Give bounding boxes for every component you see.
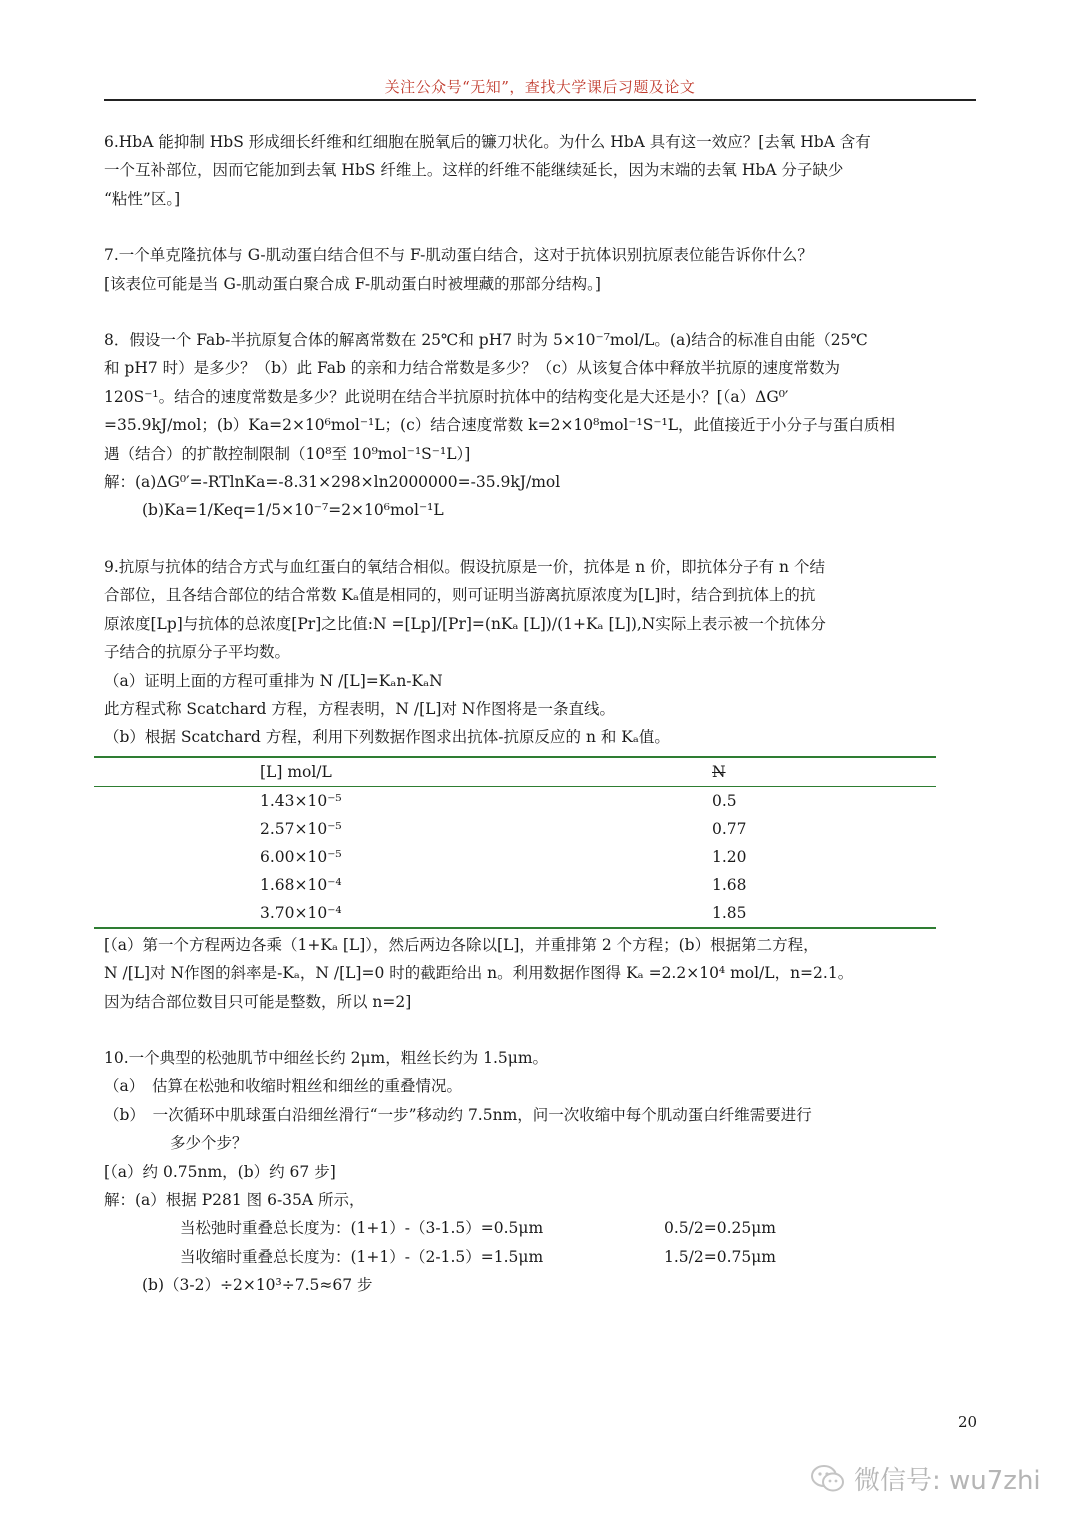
question-6 xyxy=(104,128,976,213)
q10-solution-relaxed xyxy=(104,1214,976,1242)
q9-note: 此方程式称 Scatchard 方程，方程表明，N /[L]对 N作图将是一条直线。 xyxy=(104,699,615,718)
table-cell-N: 0.77 xyxy=(712,819,747,838)
header-rule xyxy=(104,99,976,101)
table-header-row xyxy=(94,757,936,787)
table-cell-L: 6.00×10⁻⁵ xyxy=(260,847,342,866)
question-7 xyxy=(104,241,976,298)
relaxed-half: 0.5/2=0.25μm xyxy=(664,1219,777,1238)
column-header-N: N xyxy=(712,762,726,781)
q9-line: 原浓度[Lp]与抗体的总浓度[Pr]之比值:N =[Lp]/[Pr]=(nKₐ [L])/(1+Kₐ [L]),N实际上表示被一个抗体分 xyxy=(104,614,826,633)
q10-answer: [（a）约 0.75nm，(b）约 67 步] xyxy=(104,1162,336,1181)
relaxed-overlap: 当松弛时重叠总长度为：(1+1）-（3-1.5）=0.5μm xyxy=(180,1219,544,1238)
q7-line: 7.一个单克隆抗体与 G-肌动蛋白结合但不与 F-肌动蛋白结合，这对于抗体识别抗原表位能告诉你什么？ xyxy=(104,246,813,265)
question-10 xyxy=(104,1044,976,1300)
page-body xyxy=(104,128,976,1300)
q9-answer-line: [（a）第一个方程两边各乘（1+Kₐ [L]），然后两边各除以[L]，并重排第 2 个方程；(b）根据第二方程， xyxy=(104,935,819,954)
question-9 xyxy=(104,553,976,1016)
question-8 xyxy=(104,326,976,525)
q8-line: 8．假设一个 Fab-半抗原复合体的解离常数在 25℃和 pH7 时为 5×10⁻⁷mol/L。(a)结合的标准自由能（25℃ xyxy=(104,331,868,350)
table-cell-N: 1.68 xyxy=(712,875,747,894)
q8-line: 120S⁻¹。结合的速度常数是多少？此说明在结合半抗原时抗体中的结构变化是大还是小？[（a）ΔG⁰′ xyxy=(104,387,789,406)
table-row xyxy=(94,843,936,871)
table-cell-L: 1.68×10⁻⁴ xyxy=(260,875,342,894)
q8-line: 遇（结合）的扩散控制限制（10⁸至 10⁹mol⁻¹S⁻¹L）] xyxy=(104,444,471,463)
q8-solution-a: 解：(a)ΔG⁰′=-RTlnKa=-8.31×298×ln2000000=-35.9kJ/mol xyxy=(104,473,561,492)
q9-answer-line: N /[L]对 N作图的斜率是-Kₐ，N /[L]=0 时的截距给出 n。利用数据作图得 Kₐ =2.2×10⁴ mol/L，n=2.1。 xyxy=(104,964,854,983)
q9-part-a: （a）证明上面的方程可重排为 N /[L]=Kₐn-KₐN xyxy=(104,671,443,690)
table-cell-N: 0.5 xyxy=(712,791,737,810)
q9-part-b: （b）根据 Scatchard 方程，利用下列数据作图求出抗体-抗原反应的 n 和 Kₐ值。 xyxy=(104,728,670,747)
table-row xyxy=(94,899,936,928)
table-cell-L: 2.57×10⁻⁵ xyxy=(260,819,342,838)
watermark-text: 微信号: wu7zhi xyxy=(854,1466,1041,1496)
contracted-overlap: 当收缩时重叠总长度为：(1+1）-（2-1.5）=1.5μm xyxy=(180,1247,544,1266)
q9-line: 子结合的抗原分子平均数。 xyxy=(104,643,291,662)
table-cell-N: 1.20 xyxy=(712,847,747,866)
table-row xyxy=(94,786,936,815)
q8-solution-b: (b)Ka=1/Keq=1/5×10⁻⁷=2×10⁶mol⁻¹L xyxy=(142,501,444,520)
table-cell-L: 3.70×10⁻⁴ xyxy=(260,903,342,922)
q9-answer-line: 因为结合部位数目只可能是整数，所以 n=2] xyxy=(104,992,412,1011)
table-cell-N: 1.85 xyxy=(712,903,747,922)
q10-part-b: （b） 一次循环中肌球蛋白沿细丝滑行“一步”移动约 7.5nm，问一次收缩中每个肌动蛋白纤维需要进行 xyxy=(104,1105,812,1124)
q10-solution-contracted xyxy=(104,1243,976,1271)
page-header: 关注公众号“无知”，查找大学课后习题及论文 xyxy=(384,78,696,96)
q10-part-a: （a） 估算在松弛和收缩时粗丝和细丝的重叠情况。 xyxy=(104,1077,462,1096)
q10-solution-a: 解：(a）根据 P281 图 6-35A 所示， xyxy=(104,1190,365,1209)
contracted-half: 1.5/2=0.75μm xyxy=(664,1247,777,1266)
watermark xyxy=(810,1460,1041,1497)
column-header-L: [L] mol/L xyxy=(260,762,332,781)
q9-line: 9.抗原与抗体的结合方式与血红蛋白的氧结合相似。假设抗原是一价，抗体是 n 价，即抗体分子有 n 个结 xyxy=(104,557,825,576)
q7-line: [该表位可能是当 G-肌动蛋白聚合成 F-肌动蛋白时被埋藏的那部分结构。] xyxy=(104,274,601,293)
q9-line: 合部位，且各结合部位的结合常数 Kₐ值是相同的，则可证明当游离抗原浓度为[L]时，结合到抗体上的抗 xyxy=(104,586,816,605)
q10-solution-b: (b)（3-2）÷2×10³÷7.5≈67 步 xyxy=(142,1276,373,1295)
q6-line: 一个互补部位，因而它能加到去氧 HbS 纤维上。这样的纤维不能继续延长，因为末端的去氧 HbA 分子缺少 xyxy=(104,161,844,180)
q8-line: 和 pH7 时）是多少？（b）此 Fab 的亲和力结合常数是多少？（c）从该复合体中释放半抗原的速度常数为 xyxy=(104,359,840,378)
scatchard-data-table xyxy=(94,756,936,929)
q6-line: “粘性”区。] xyxy=(104,189,181,208)
wechat-icon xyxy=(810,1464,846,1494)
q10-line: 10.一个典型的松弛肌节中细丝长约 2μm，粗丝长约为 1.5μm。 xyxy=(104,1048,549,1067)
q10-part-b-cont: 多少个步？ xyxy=(170,1134,248,1153)
table-row xyxy=(94,871,936,899)
q6-line: 6.HbA 能抑制 HbS 形成细长纤维和红细胞在脱氧后的镰刀状化。为什么 HbA 具有这一效应？[去氧 HbA 含有 xyxy=(104,133,871,151)
table-cell-L: 1.43×10⁻⁵ xyxy=(260,791,342,810)
table-row xyxy=(94,815,936,843)
page-number: 20 xyxy=(958,1413,978,1431)
q8-line: =35.9kJ/mol；(b）Ka=2×10⁶mol⁻¹L；(c）结合速度常数 k=2×10⁸mol⁻¹S⁻¹L，此值接近于小分子与蛋白质相 xyxy=(104,416,896,435)
